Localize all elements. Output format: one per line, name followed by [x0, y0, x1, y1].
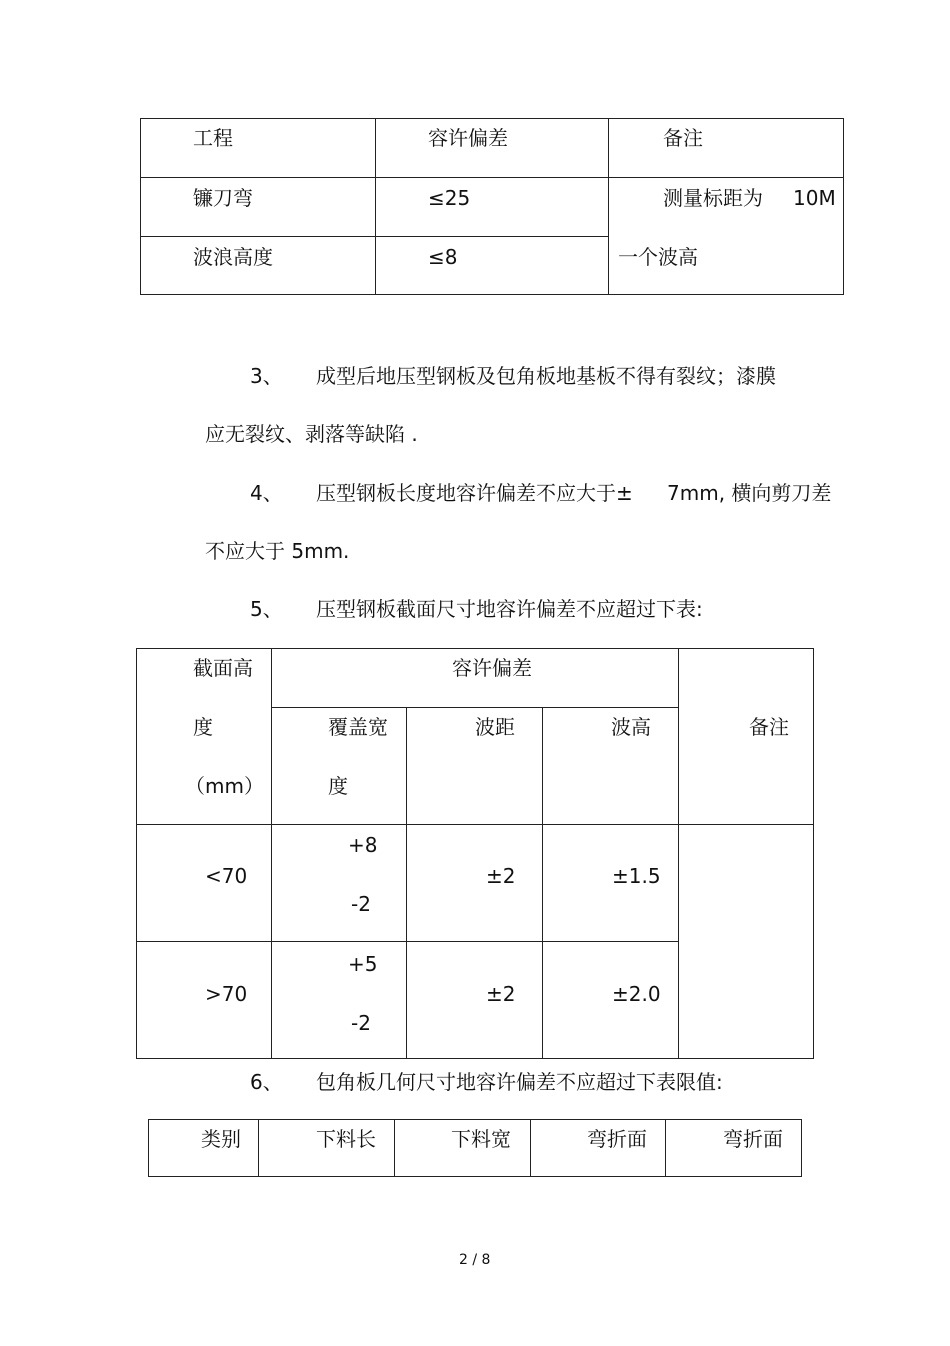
paragraph-text: 压型钢板长度地容许偏差不应大于±: [316, 481, 633, 505]
table-col-divider: [258, 1119, 259, 1177]
remark-text: 测量标距为: [663, 186, 763, 210]
remark-text: 10M: [793, 186, 836, 210]
table-cell: -2: [351, 1011, 371, 1035]
table-col-divider: [678, 648, 679, 1059]
remark-text: 一个波高: [618, 245, 698, 269]
paragraph-number: 5、: [250, 597, 283, 621]
page-number: 2 / 8: [459, 1252, 491, 1268]
table-row-divider: [136, 941, 678, 942]
table-row-divider: [140, 177, 844, 178]
table-cell: -2: [351, 892, 371, 916]
header-cell: 类别: [201, 1127, 241, 1151]
header-cell: 下料长: [316, 1127, 376, 1151]
paragraph-number: 4、: [250, 481, 283, 505]
table-col-divider: [394, 1119, 395, 1177]
header-cell: 弯折面: [723, 1127, 783, 1151]
paragraph-number: 3、: [250, 364, 283, 388]
table-col-divider: [406, 707, 407, 1059]
header-cell: 波高: [611, 715, 651, 739]
table-cell: ±2: [486, 864, 516, 888]
table-row-divider: [136, 824, 814, 825]
header-cell: 容许偏差: [428, 126, 508, 150]
table-col-divider: [665, 1119, 666, 1177]
header-cell: 波距: [475, 715, 515, 739]
paragraph-text: 压型钢板截面尺寸地容许偏差不应超过下表:: [316, 597, 703, 621]
header-cell: 度: [328, 774, 348, 798]
table-cell: +8: [348, 833, 378, 857]
header-cell: 工程: [193, 126, 233, 150]
header-cell: 下料宽: [451, 1127, 511, 1151]
table-row-divider: [271, 707, 678, 708]
header-cell: 备注: [663, 126, 703, 150]
table-col-divider: [271, 648, 272, 1059]
header-cell: 容许偏差: [452, 656, 532, 680]
header-cell: 度: [193, 715, 213, 739]
paragraph-text: 包角板几何尺寸地容许偏差不应超过下表限值:: [316, 1070, 723, 1094]
table-cell: ±2: [486, 982, 516, 1006]
header-cell: （mm）: [185, 774, 264, 798]
paragraph-text: 不应大于 5mm.: [205, 539, 350, 563]
header-cell: 备注: [749, 715, 789, 739]
table-cell: +5: [348, 952, 378, 976]
table-cell: ±2.0: [612, 982, 661, 1006]
table-row-divider: [140, 236, 609, 237]
paragraph-number: 6、: [250, 1070, 283, 1094]
header-cell: 截面高: [193, 656, 253, 680]
table-cell: ≤25: [428, 186, 471, 210]
table-cell: ±1.5: [612, 864, 661, 888]
header-cell: 覆盖宽: [328, 715, 388, 739]
table-cell: >70: [205, 982, 248, 1006]
table-col-divider: [608, 118, 609, 295]
table-cell: <70: [205, 864, 248, 888]
table-col-divider: [375, 118, 376, 295]
table-cell: ≤8: [428, 245, 458, 269]
paragraph-text: 7mm, 横向剪刀差: [667, 481, 832, 505]
table-col-divider: [542, 707, 543, 1059]
table-cell: 镰刀弯: [193, 186, 253, 210]
table-col-divider: [530, 1119, 531, 1177]
header-cell: 弯折面: [587, 1127, 647, 1151]
paragraph-text: 应无裂纹、剥落等缺陷 .: [205, 422, 418, 446]
paragraph-text: 成型后地压型钢板及包角板地基板不得有裂纹；漆膜: [316, 364, 776, 388]
table-cell: 波浪高度: [193, 245, 273, 269]
